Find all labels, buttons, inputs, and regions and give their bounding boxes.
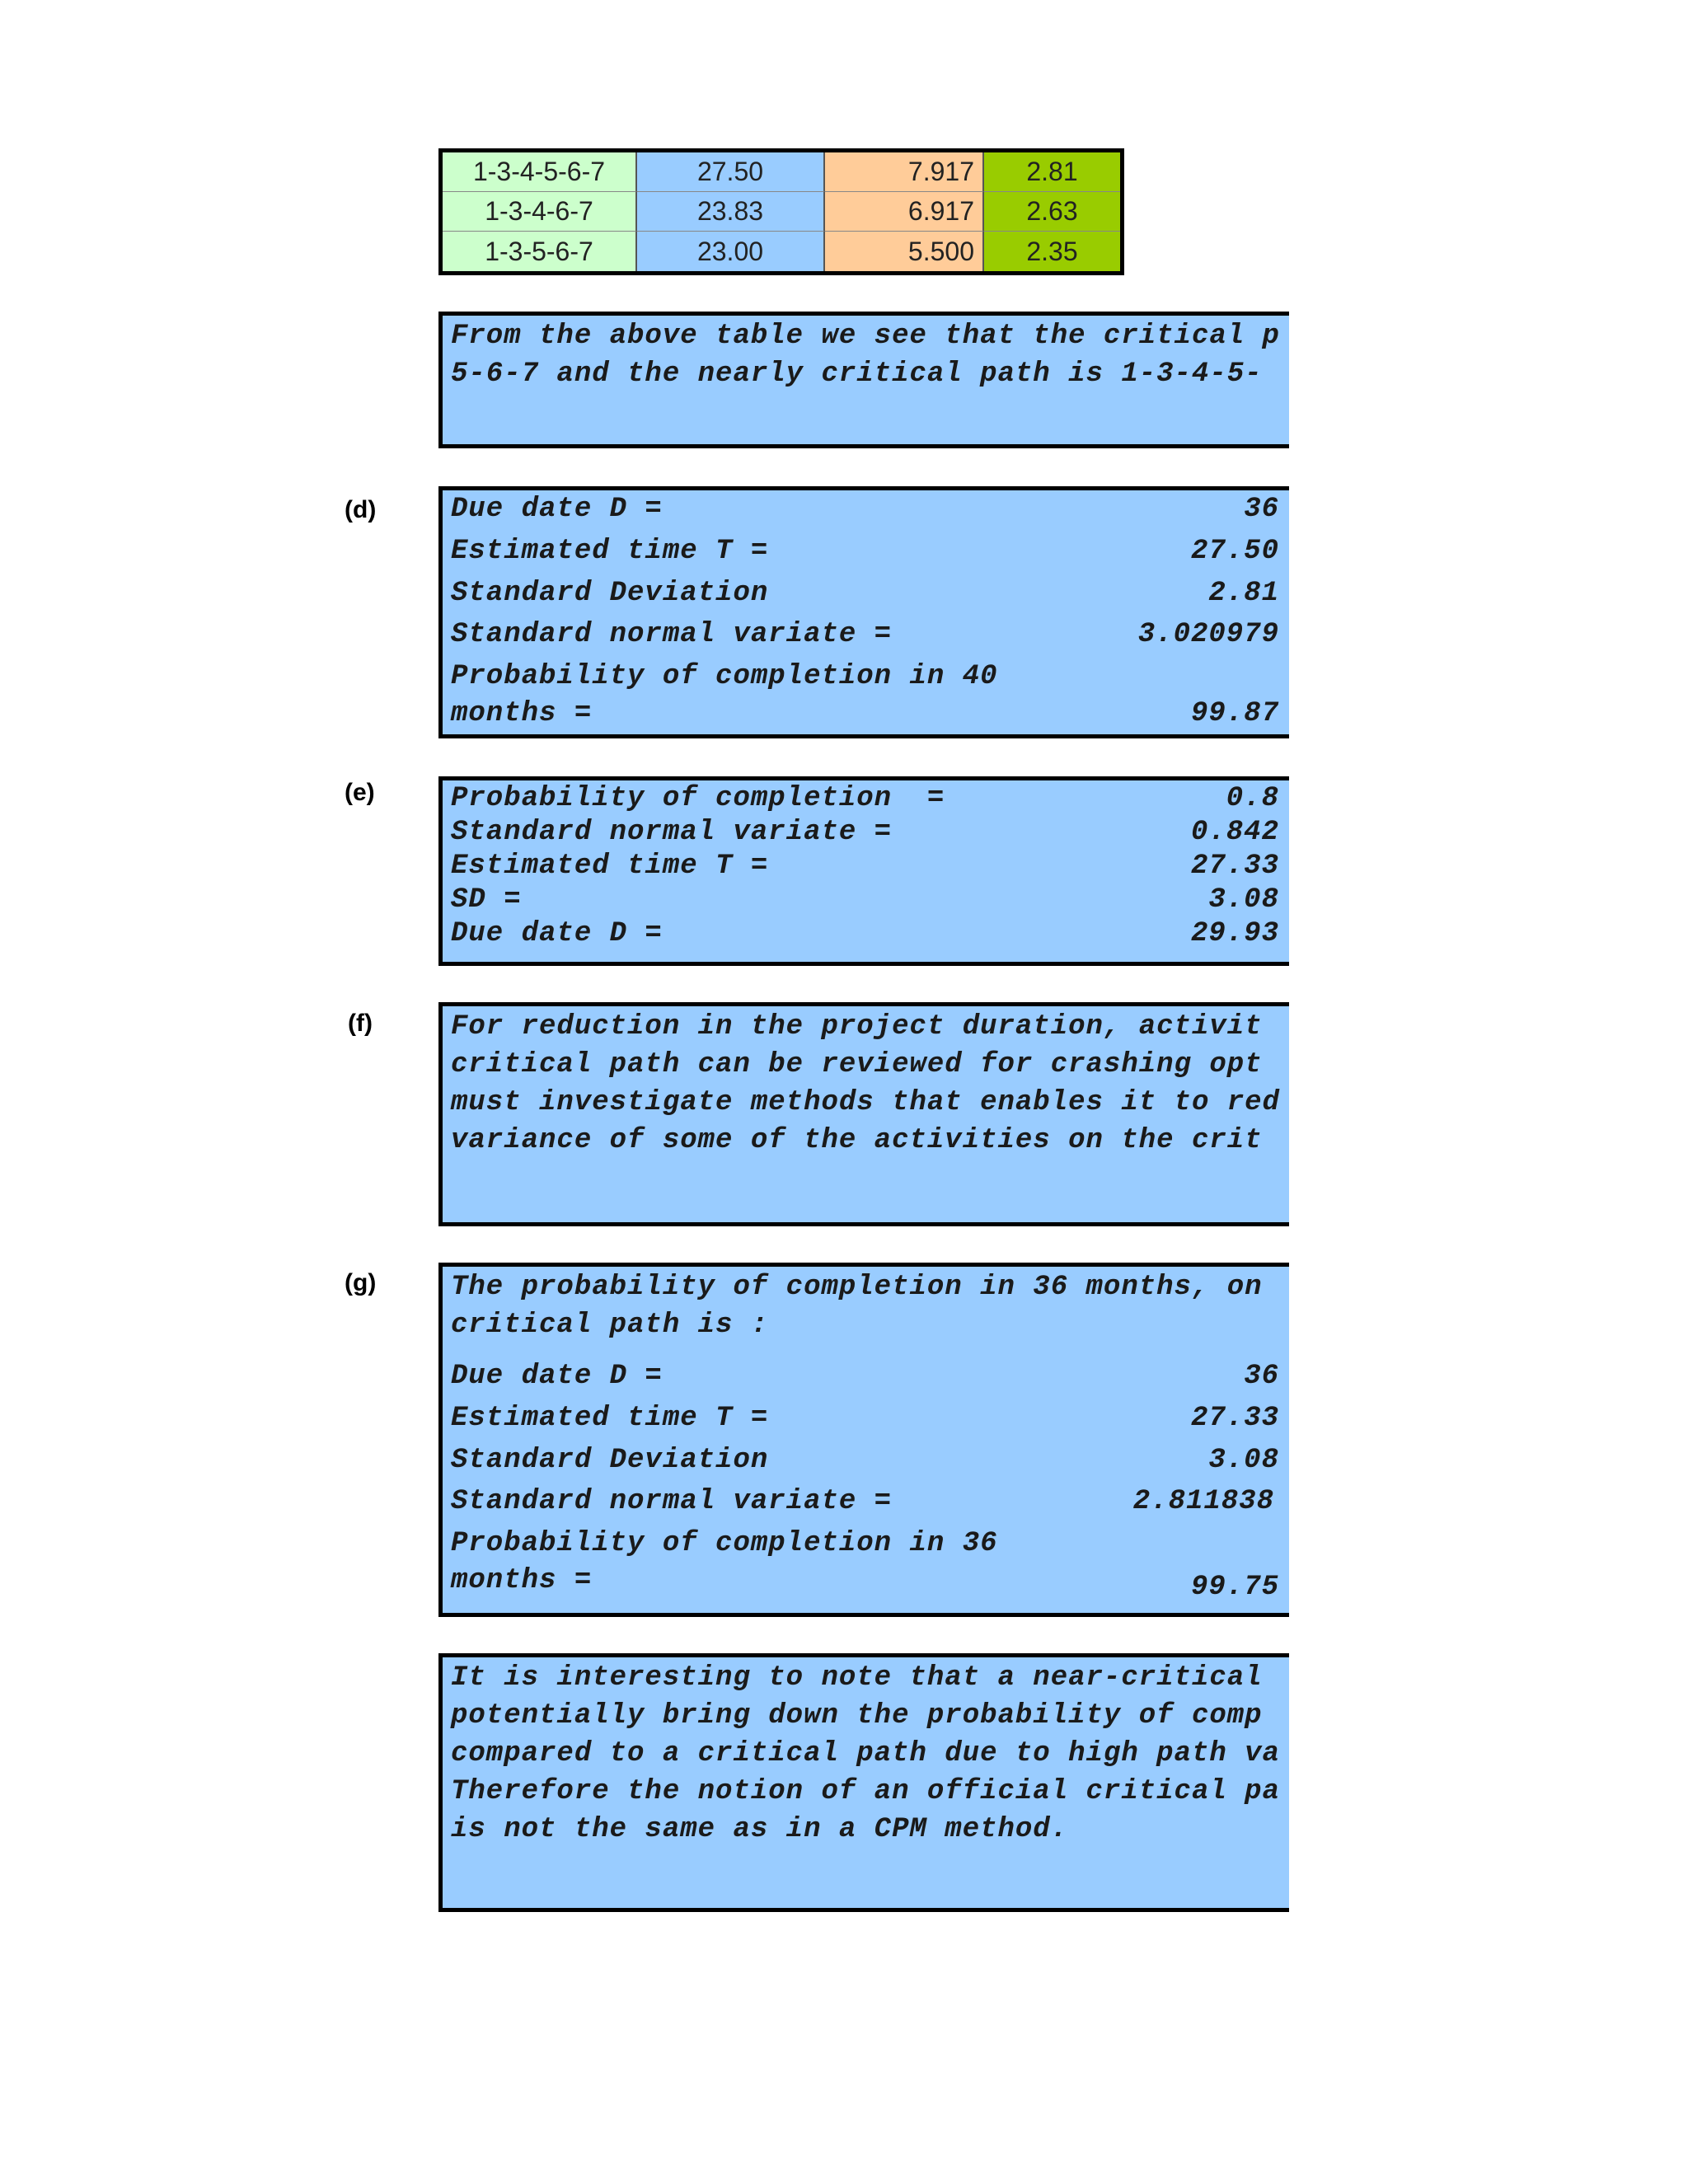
table-cell-sd: 2.35 bbox=[984, 232, 1120, 271]
table-cell-time: 23.83 bbox=[637, 192, 825, 232]
probability-label-line2: months = bbox=[451, 698, 593, 729]
table-cell-variance: 5.500 bbox=[825, 232, 984, 271]
table-cell-variance: 7.917 bbox=[825, 152, 984, 192]
table-cell-path: 1-3-4-6-7 bbox=[443, 192, 637, 232]
standard-deviation-label: Standard Deviation bbox=[451, 578, 769, 609]
sd-value: 3.08 bbox=[1208, 884, 1279, 916]
part-d-label: (d) bbox=[345, 496, 377, 523]
table-cell-time: 23.00 bbox=[637, 232, 825, 271]
due-date-label: Due date D = bbox=[451, 918, 663, 949]
normal-variate-label: Standard normal variate = bbox=[451, 619, 893, 650]
normal-variate-label: Standard normal variate = bbox=[451, 1486, 893, 1517]
critical-path-note-text: From the above table we see that the critical p 5-6-7 and the nearly critical path is 1-3-4-5- bbox=[451, 321, 1280, 390]
table-cell-sd: 2.81 bbox=[984, 152, 1120, 192]
due-date-value: 36 bbox=[1244, 1361, 1279, 1392]
probability-label-line1: Probability of completion in 40 bbox=[451, 661, 998, 692]
probability-value: 99.75 bbox=[1190, 1572, 1279, 1603]
estimated-time-value: 27.50 bbox=[1190, 536, 1279, 567]
normal-variate-value: 2.811838 bbox=[1132, 1486, 1274, 1517]
probability-value: 99.87 bbox=[1190, 698, 1279, 729]
estimated-time-value: 27.33 bbox=[1190, 851, 1279, 882]
table-cell-path: 1-3-5-6-7 bbox=[443, 232, 637, 271]
part-g-box bbox=[438, 1263, 1289, 1617]
part-e-label: (e) bbox=[345, 779, 375, 806]
critical-path-note bbox=[438, 312, 1289, 448]
part-g-label: (g) bbox=[345, 1269, 377, 1296]
probability-value: 0.8 bbox=[1226, 783, 1279, 814]
normal-variate-value: 0.842 bbox=[1190, 817, 1279, 848]
standard-deviation-label: Standard Deviation bbox=[451, 1445, 769, 1476]
sd-label: SD = bbox=[451, 884, 522, 916]
due-date-value: 36 bbox=[1244, 494, 1279, 525]
part-g-intro: The probability of completion in 36 months, on critical path is : bbox=[451, 1272, 1263, 1341]
table-cell-variance: 6.917 bbox=[825, 192, 984, 232]
probability-label-line2: months = bbox=[451, 1565, 593, 1596]
standard-deviation-value: 3.08 bbox=[1208, 1445, 1279, 1476]
due-date-value: 29.93 bbox=[1190, 918, 1279, 949]
table-cell-path: 1-3-4-5-6-7 bbox=[443, 152, 637, 192]
estimated-time-label: Estimated time T = bbox=[451, 1403, 769, 1434]
near-critical-note bbox=[438, 1653, 1289, 1912]
table-cell-time: 27.50 bbox=[637, 152, 825, 192]
near-critical-note-text: It is interesting to note that a near-critical potentially bring down the probability of comp compared to a critical path due to high path va Therefore the notion of an official critical pa is not the same as in a CPM method. bbox=[451, 1662, 1280, 1845]
probability-label: Probability of completion = bbox=[451, 783, 945, 814]
due-date-label: Due date D = bbox=[451, 1361, 663, 1392]
path-table bbox=[438, 148, 1124, 275]
due-date-label: Due date D = bbox=[451, 494, 663, 525]
estimated-time-label: Estimated time T = bbox=[451, 536, 769, 567]
part-f-label: (f) bbox=[348, 1010, 373, 1037]
estimated-time-value: 27.33 bbox=[1190, 1403, 1279, 1434]
part-d-box bbox=[438, 486, 1289, 738]
part-f-box bbox=[438, 1002, 1289, 1226]
table-cell-sd: 2.63 bbox=[984, 192, 1120, 232]
normal-variate-label: Standard normal variate = bbox=[451, 817, 893, 848]
part-e-box bbox=[438, 776, 1289, 966]
estimated-time-label: Estimated time T = bbox=[451, 851, 769, 882]
probability-label-line1: Probability of completion in 36 bbox=[451, 1528, 998, 1559]
normal-variate-value: 3.020979 bbox=[1137, 619, 1279, 650]
standard-deviation-value: 2.81 bbox=[1208, 578, 1279, 609]
part-f-text: For reduction in the project duration, activit critical path can be reviewed for crashing opt must investigate methods that enables it to red variance of some of the activities on the crit bbox=[451, 1011, 1280, 1156]
